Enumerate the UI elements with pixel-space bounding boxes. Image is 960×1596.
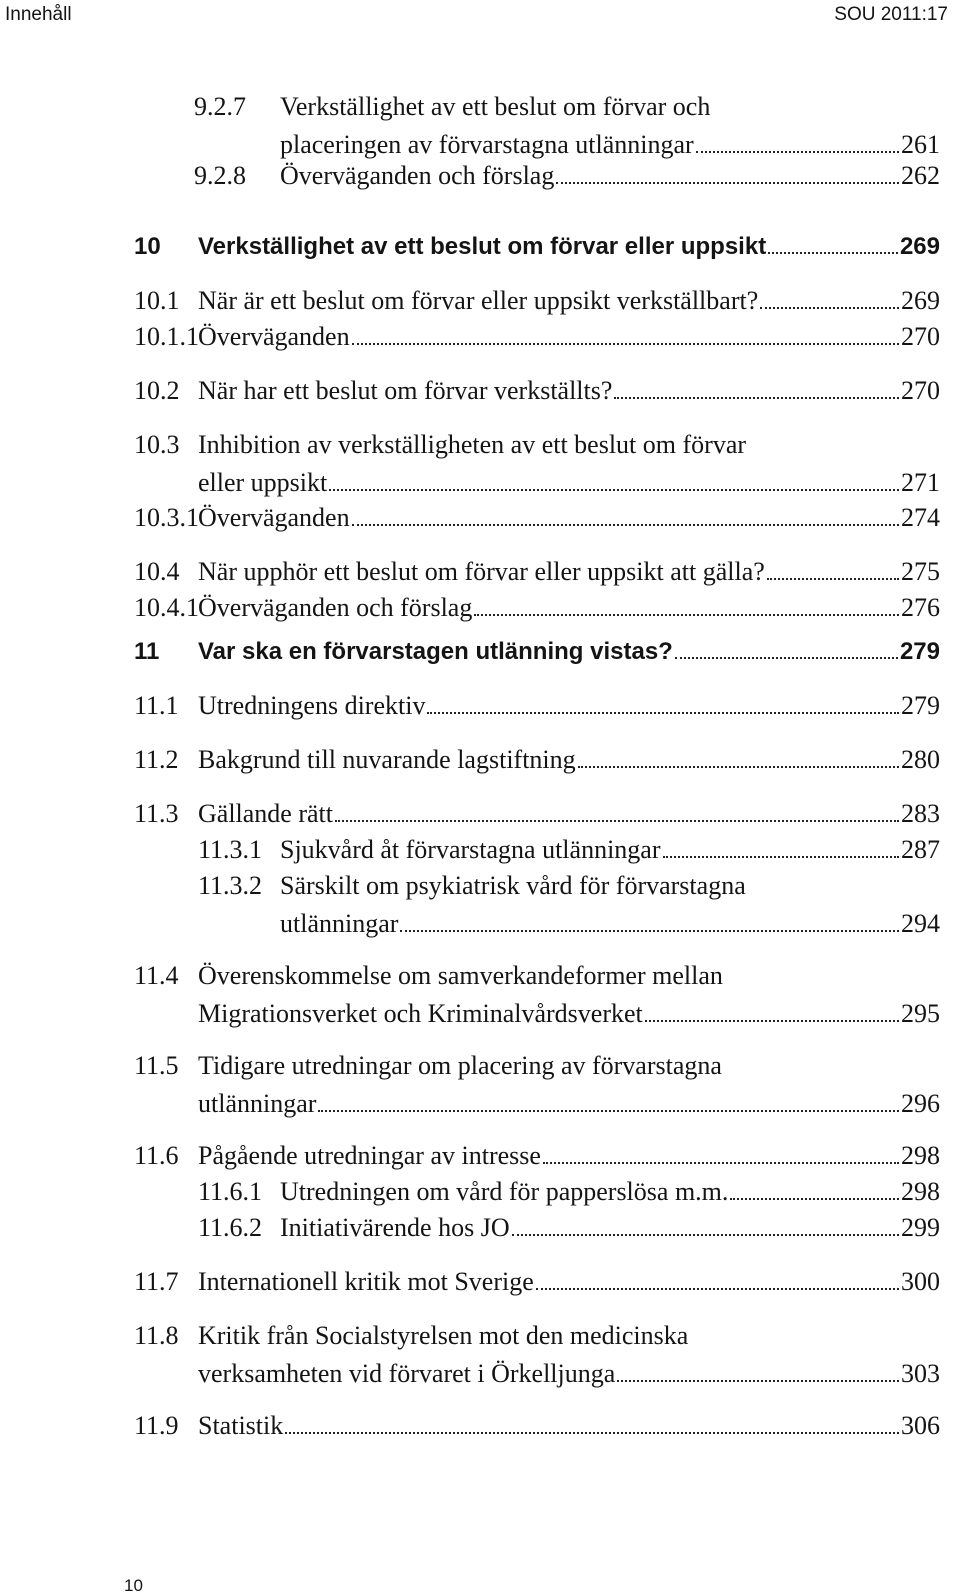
toc-entry-number: 11.6.2: [198, 1213, 263, 1242]
toc-entry-page: 287: [901, 835, 940, 864]
toc-entry[interactable]: [0, 318, 960, 356]
toc-entry[interactable]: [0, 831, 960, 869]
dot-leader: [474, 614, 899, 616]
toc-entry-title: När har ett beslut om förvar verkställts?: [198, 376, 613, 405]
toc-entry-title: Bakgrund till nuvarande lagstiftning: [198, 745, 576, 774]
toc-entry-title: Tidigare utredningar om placering av förvarstagna: [198, 1051, 722, 1080]
toc-entry-title: Pågående utredningar av intresse: [198, 1141, 541, 1170]
toc-entry[interactable]: [0, 228, 960, 266]
toc-entry-page: 306: [901, 1411, 940, 1440]
toc-entry-page: 303: [901, 1359, 940, 1388]
dot-leader: [512, 1234, 899, 1236]
header-section-title: Innehåll: [5, 4, 72, 25]
toc-entry-title: Överväganden: [198, 503, 350, 532]
page-number: 10: [124, 1576, 143, 1595]
toc-entry-number: 11.3: [134, 799, 179, 828]
dot-leader: [696, 151, 899, 153]
dot-leader: [536, 1288, 899, 1290]
toc-entry-title: Verkställighet av ett beslut om förvar eller uppsikt: [198, 233, 767, 260]
toc-entry-page: 283: [901, 799, 940, 828]
toc-entry-page: 295: [901, 999, 940, 1028]
dot-leader: [578, 766, 899, 768]
toc-entry-title: Överväganden och förslag: [198, 593, 473, 622]
toc-entry[interactable]: [0, 589, 960, 627]
dot-leader: [663, 856, 900, 858]
toc-entry-number: 11.5: [134, 1051, 179, 1080]
dot-leader: [617, 1380, 899, 1382]
toc-entry[interactable]: [0, 1209, 960, 1247]
toc-entry-page: 276: [901, 593, 940, 622]
toc-entry[interactable]: [0, 1137, 960, 1175]
toc-entry-title: Migrationsverket och Kriminalvårdsverket: [198, 999, 643, 1028]
dot-leader: [352, 524, 899, 526]
toc-entry[interactable]: [0, 795, 960, 833]
toc-entry-number: 11.1: [134, 691, 179, 720]
toc-entry[interactable]: [0, 687, 960, 725]
dot-leader: [543, 1162, 899, 1164]
dot-leader: [614, 397, 899, 399]
toc-entry-page: 269: [901, 286, 940, 315]
running-header: [0, 0, 960, 36]
toc-entry-title: utlänningar: [280, 909, 399, 938]
toc-entry-page: 275: [901, 557, 940, 586]
toc-entry-title: Statistik: [198, 1411, 284, 1440]
toc-entry[interactable]: [0, 741, 960, 779]
toc-entry-title: placeringen av förvarstagna utlänningar: [280, 130, 694, 159]
dot-leader: [760, 307, 899, 309]
toc-entry[interactable]: [0, 157, 960, 195]
toc-entry-page: 271: [901, 468, 940, 497]
toc-entry-page: 298: [901, 1177, 940, 1206]
dot-leader: [318, 1110, 899, 1112]
toc-entry[interactable]: [0, 426, 960, 502]
toc-entry-number: 11.6: [134, 1141, 179, 1170]
toc-entry-title: Överväganden och förslag: [280, 161, 555, 190]
dot-leader: [556, 182, 899, 184]
toc-entry-page: 298: [901, 1141, 940, 1170]
toc-entry-title: Sjukvård åt förvarstagna utlänningar: [280, 835, 661, 864]
toc-entry-title: Gällande rätt: [198, 799, 333, 828]
toc-entry-number: 10.2: [134, 376, 180, 405]
toc-entry[interactable]: [0, 867, 960, 943]
dot-leader: [767, 578, 899, 580]
toc-entry-title: När upphör ett beslut om förvar eller uppsikt att gälla?: [198, 557, 765, 586]
dot-leader: [645, 1020, 899, 1022]
toc-entry-number: 11.2: [134, 745, 179, 774]
toc-entry-title: verksamheten vid förvaret i Örkelljunga: [198, 1359, 616, 1388]
toc-entry-number: 9.2.8: [194, 161, 246, 190]
toc-entry-number: 11.8: [134, 1321, 179, 1350]
toc-entry-number: 10.1.1: [134, 322, 199, 351]
toc-entry-page: 274: [901, 503, 940, 532]
toc-entry-title: Kritik från Socialstyrelsen mot den medicinska: [198, 1321, 689, 1350]
dot-leader: [768, 252, 898, 254]
toc-entry-page: 262: [901, 161, 940, 190]
toc-entry-page: 299: [901, 1213, 940, 1242]
toc-entry[interactable]: [0, 1173, 960, 1211]
toc-entry-page: 279: [899, 638, 940, 665]
toc-entry-number: 10: [134, 233, 161, 260]
dot-leader: [427, 712, 899, 714]
toc-entry-title: Utredningens direktiv: [198, 691, 426, 720]
toc-entry-number: 9.2.7: [194, 92, 246, 121]
toc-entry-number: 11: [134, 638, 160, 665]
toc-entry[interactable]: [0, 633, 960, 671]
toc-entry[interactable]: [0, 1047, 960, 1123]
toc-entry-number: 11.7: [134, 1267, 179, 1296]
toc-entry[interactable]: [0, 1407, 960, 1445]
dot-leader: [335, 820, 899, 822]
toc-entry-title: Inhibition av verkställigheten av ett beslut om förvar: [198, 430, 747, 459]
toc-entry-title: Särskilt om psykiatrisk vård för förvarstagna: [280, 871, 746, 900]
dot-leader: [675, 657, 898, 659]
dot-leader: [352, 343, 899, 345]
toc-entry-title: Internationell kritik mot Sverige: [198, 1267, 534, 1296]
toc-entry-title: utlänningar: [198, 1089, 317, 1118]
toc-entry-page: 261: [901, 130, 940, 159]
toc-entry-number: 11.9: [134, 1411, 179, 1440]
toc-entry-number: 11.3.1: [198, 835, 263, 864]
toc-entry-number: 10.4.1: [134, 593, 199, 622]
toc-entry-number: 10.3.1: [134, 503, 199, 532]
toc-entry-number: 11.3.2: [198, 871, 263, 900]
toc-entry-number: 11.6.1: [198, 1177, 263, 1206]
toc-entry-title: Verkställighet av ett beslut om förvar och: [280, 92, 711, 121]
toc-entry-title: eller uppsikt: [198, 468, 328, 497]
toc-entry-page: 280: [901, 745, 940, 774]
header-series-number: SOU 2011:17: [834, 4, 948, 25]
toc-entry-title: När är ett beslut om förvar eller uppsikt verkställbart?: [198, 286, 759, 315]
dot-leader: [400, 930, 899, 932]
toc-entry[interactable]: [0, 1317, 960, 1393]
toc-entry-title: Var ska en förvarstagen utlänning vistas?: [198, 638, 673, 665]
toc-entry[interactable]: [0, 282, 960, 320]
toc-entry[interactable]: [0, 957, 960, 1033]
toc-entry[interactable]: [0, 372, 960, 410]
toc-entry[interactable]: [0, 88, 960, 164]
toc-entry-title: Initiativärende hos JO: [280, 1213, 510, 1242]
toc-entry[interactable]: [0, 499, 960, 537]
dot-leader: [730, 1198, 899, 1200]
toc-entry-page: 300: [901, 1267, 940, 1296]
toc-entry-title: Överenskommelse om samverkandeformer mellan: [198, 961, 723, 990]
toc-entry-page: 296: [901, 1089, 940, 1118]
toc-entry-page: 270: [901, 322, 940, 351]
toc-entry-number: 10.4: [134, 557, 180, 586]
toc-entry-title: Överväganden: [198, 322, 350, 351]
toc-entry-page: 270: [901, 376, 940, 405]
dot-leader: [285, 1432, 899, 1434]
toc-entry-number: 10.1: [134, 286, 180, 315]
toc-entry-page: 294: [901, 909, 940, 938]
toc-entry-title: Utredningen om vård för papperslösa m.m.: [280, 1177, 729, 1206]
toc-entry-page: 279: [901, 691, 940, 720]
toc-entry-page: 269: [899, 233, 940, 260]
dot-leader: [329, 489, 899, 491]
toc-entry[interactable]: [0, 553, 960, 591]
toc-entry[interactable]: [0, 1263, 960, 1301]
toc-entry-number: 11.4: [134, 961, 179, 990]
toc-entry-number: 10.3: [134, 430, 180, 459]
